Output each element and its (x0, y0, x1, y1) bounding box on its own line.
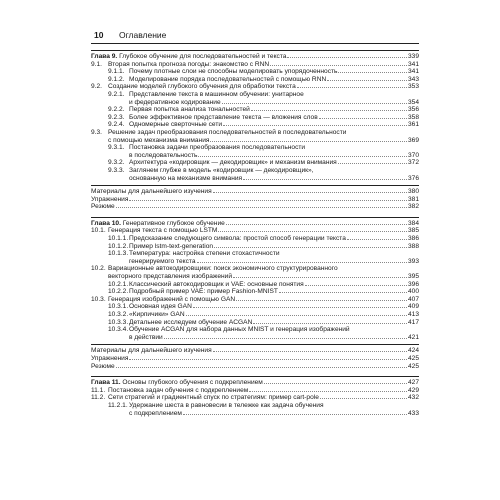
entry-title: Упражнения (91, 354, 129, 362)
dot-leader (243, 179, 407, 180)
entry-title: Архитектура «кодировщик — декодировщик» и механизм внимания (129, 159, 337, 167)
page-ref: 341 (407, 60, 419, 68)
toc-entry[interactable] (91, 196, 419, 204)
dot-leader (279, 292, 407, 293)
page-ref: 354 (407, 98, 419, 106)
dot-leader (327, 80, 407, 81)
entry-title: Резюме (91, 203, 115, 211)
dot-leader (320, 398, 407, 399)
toc-entry[interactable] (91, 296, 419, 304)
section-number: 10.3.2. (108, 311, 129, 318)
page-ref: 381 (407, 195, 419, 203)
dot-leader (223, 125, 407, 126)
entry-title: Вторая попытка прогноза погоды: знакомство с RNN (108, 60, 270, 68)
dot-leader (253, 323, 407, 324)
dot-leader (198, 156, 407, 157)
section-number: 10.1.3. (108, 250, 129, 258)
chapter-title: Основы глубокого обучения с подкреплением (122, 379, 263, 387)
page-ref: 361 (407, 121, 419, 129)
chapter-number: Глава 11. (91, 379, 121, 387)
entry-title: Создание моделей глубокого обучения для обработки текста (108, 83, 296, 91)
entry-title: Обучение ACGAN для набора данных MNIST и генерация изображений (129, 326, 350, 334)
toc-entry[interactable] (91, 129, 419, 144)
section-number: 9.2.4. (108, 121, 125, 129)
chapter-number: Глава 9. (91, 53, 118, 60)
entry-title: Предсказание следующего символа: простой способ генерации текста (129, 235, 346, 243)
dot-leader (305, 285, 407, 286)
dot-leader (214, 247, 407, 248)
entry-title: Решение задач преобразования последовательностей в последовательности (108, 128, 347, 136)
page-ref: 421 (407, 333, 419, 341)
dot-leader (297, 87, 407, 88)
entry-title: Вариационные автокодировщики: поиск экономичного структурированного (108, 265, 338, 273)
page-ref: 356 (407, 106, 419, 114)
section-number: 10.3.4. (108, 326, 129, 334)
page-ref: 413 (407, 311, 419, 318)
dot-leader (338, 163, 407, 164)
entry-title: векторного представления изображений (108, 273, 233, 281)
entry-title: Основная идея GAN (129, 303, 192, 311)
header-rule (91, 43, 419, 44)
dot-leader (129, 200, 407, 201)
chapter-rule (91, 217, 419, 218)
section-number: 9.1.1. (108, 68, 125, 76)
entry-title: Одномерные сверточные сети (129, 121, 223, 129)
page-ref: 372 (407, 159, 419, 167)
entry-title: Материалы для дальнейшего изучения (91, 347, 212, 355)
dot-leader (251, 110, 407, 111)
page-ref: 429 (407, 386, 419, 394)
chapter-rule (91, 50, 419, 51)
section-number: 10.2. (91, 265, 106, 273)
page-ref: 409 (407, 303, 419, 311)
page-ref: 370 (407, 151, 419, 159)
section-number: 9.2.3. (108, 113, 125, 121)
dot-leader (347, 239, 407, 240)
dot-leader (270, 65, 407, 66)
entry-title: основанную на механизме внимания (129, 174, 243, 182)
section-number: 10.3.1. (108, 303, 129, 311)
toc-entry[interactable] (91, 114, 419, 122)
toc-entry[interactable] (91, 235, 419, 243)
entry-title: Почему плотные слои не способны моделировать упорядоченность (129, 68, 338, 76)
section-number: 10.2.2. (108, 288, 129, 296)
toc-entry[interactable] (91, 91, 419, 106)
chapter-title: Генеративное глубокое обучение (122, 219, 225, 227)
page-ref: 407 (407, 295, 419, 303)
page-ref: 380 (407, 188, 419, 196)
section-rule (91, 185, 419, 186)
entry-title: Резюме (91, 362, 115, 370)
page-ref: 425 (407, 362, 419, 370)
toc-chapter[interactable] (91, 53, 419, 61)
section-number: 10.2.1. (108, 280, 129, 288)
page-ref: 427 (407, 379, 419, 387)
entry-title: генерируемого текста (129, 257, 196, 265)
toc-entry[interactable] (91, 363, 419, 371)
page-ref: 425 (407, 354, 419, 362)
entry-title: Пример lstm-text-generation (129, 242, 214, 250)
toc-entry[interactable] (91, 121, 419, 129)
toc-entry[interactable] (91, 402, 419, 417)
section-number: 10.3.3. (108, 318, 129, 326)
page-ref: 339 (407, 53, 419, 60)
chapter-rule (91, 376, 419, 377)
entry-title: Более эффективное представление текста — вложения слов (129, 113, 318, 121)
chapter-number: Глава 10. (91, 219, 121, 227)
page-ref: 417 (407, 318, 419, 326)
toc-entry[interactable] (91, 303, 419, 311)
toc-entry[interactable] (91, 288, 419, 296)
dot-leader (233, 277, 407, 278)
toc-chapter[interactable] (91, 379, 419, 387)
dot-leader (213, 351, 407, 352)
entry-title: Упражнения (91, 195, 129, 203)
page-ref: 343 (407, 75, 419, 83)
toc-entry[interactable] (91, 188, 419, 196)
entry-title: Представление текста в машинном обучении: унитарное (129, 90, 304, 98)
page-ref: 396 (407, 280, 419, 288)
entry-title: Подробный пример VAE: пример Fashion-MNIST (129, 288, 278, 296)
dot-leader (249, 391, 407, 392)
entry-title: с подкреплением (129, 409, 182, 417)
dot-leader (319, 118, 407, 119)
entry-title: Удержание шеста в равновесии в тележке как задача обучения (129, 401, 324, 409)
dot-leader (236, 300, 407, 301)
entry-title: Постановка задачи преобразования последовательности (129, 144, 306, 152)
dot-leader (197, 262, 407, 263)
page-ref: 376 (407, 174, 419, 182)
toc-entry[interactable] (91, 355, 419, 363)
entry-title: Первая попытка анализа тональностей (129, 106, 250, 114)
page-ref: 400 (407, 288, 419, 296)
section-number: 11.2.1. (108, 401, 128, 409)
toc-entry[interactable] (91, 311, 419, 319)
page-ref: 369 (407, 136, 419, 144)
dot-leader (222, 103, 407, 104)
entry-title: Генерация текста с помощью LSTM (108, 227, 218, 235)
section-number: 9.1. (91, 60, 102, 68)
page-ref: 341 (407, 68, 419, 76)
toc-entry[interactable] (91, 347, 419, 355)
dot-leader (264, 383, 407, 384)
section-number: 10.1.1. (108, 235, 129, 243)
entry-title: Заглянем глубже в модель «кодировщик — декодировщик», (129, 166, 314, 174)
entry-title: Сети стратегий и градиентный спуск по стратегиям: пример cart-pole (108, 394, 319, 402)
page-ref: 385 (407, 227, 419, 235)
entry-title: Температура: настройка степени стохастичности (129, 250, 280, 258)
entry-title: Детальнее исследуем обучение ACGAN (129, 318, 253, 326)
dot-leader (116, 367, 407, 368)
section-number: 9.3.3. (108, 166, 125, 174)
section-number: 9.2. (91, 83, 102, 91)
section-number: 9.1.2. (108, 75, 125, 83)
section-number: 9.3.1. (108, 144, 125, 152)
entry-title: Классический автокодировщик и VAE: основные понятия (129, 280, 304, 288)
dot-leader (210, 141, 407, 142)
dot-leader (164, 338, 407, 339)
table-of-contents (91, 47, 419, 417)
entry-title: Постановка задач обучения с подкреплением (108, 386, 249, 394)
running-title: Оглавление (119, 30, 167, 40)
entry-title: Моделирование порядка последовательностей с помощью RNN (129, 75, 327, 83)
toc-entry[interactable] (91, 167, 419, 182)
toc-entry[interactable] (91, 326, 419, 341)
page-ref: 433 (407, 409, 419, 417)
entry-title: Генерация изображений с помощью GAN (108, 295, 236, 303)
entry-title: и федеративное кодирование (129, 98, 221, 106)
entry-title: «Кирпичики» GAN (129, 311, 185, 318)
dot-leader (183, 414, 407, 415)
toc-entry[interactable] (91, 394, 419, 402)
entry-title: Материалы для дальнейшего изучения (91, 188, 212, 196)
page-ref: 393 (407, 257, 419, 265)
toc-entry[interactable] (91, 203, 419, 211)
toc-entry[interactable] (91, 250, 419, 265)
toc-entry[interactable] (91, 106, 419, 114)
section-gap (91, 370, 419, 373)
section-number: 9.2.1. (108, 90, 125, 98)
toc-entry[interactable] (91, 227, 419, 235)
page-ref: 395 (407, 273, 419, 281)
section-rule (91, 344, 419, 345)
dot-leader (193, 307, 407, 308)
page-ref: 384 (407, 219, 419, 227)
section-number: 10.1. (91, 227, 106, 235)
section-number: 9.3. (91, 128, 102, 136)
page-ref: 424 (407, 347, 419, 355)
toc-entry[interactable] (91, 265, 419, 280)
dot-leader (129, 359, 407, 360)
page-ref: 432 (407, 394, 419, 402)
page-ref: 358 (407, 113, 419, 121)
section-number: 9.2.2. (108, 106, 125, 114)
entry-title: в последовательность (129, 151, 198, 159)
section-gap (91, 211, 419, 214)
toc-entry[interactable] (91, 83, 419, 91)
dot-leader (226, 224, 407, 225)
page-ref: 353 (407, 83, 419, 91)
section-number: 10.1.2. (108, 242, 129, 250)
chapter-title: Глубокое обучение для последовательностей и текста (119, 53, 287, 60)
toc-entry[interactable] (91, 159, 419, 167)
page-ref: 386 (407, 235, 419, 243)
toc-entry[interactable] (91, 144, 419, 159)
page-header (91, 30, 421, 42)
section-number: 9.3.2. (108, 159, 125, 167)
dot-leader (213, 192, 407, 193)
page-number: 10 (94, 30, 104, 40)
section-number: 11.2. (91, 394, 106, 402)
toc-entry[interactable] (91, 68, 419, 76)
entry-title: с помощью механизма внимания (108, 136, 210, 144)
dot-leader (116, 207, 407, 208)
page-ref: 382 (407, 203, 419, 211)
page-ref: 388 (407, 242, 419, 250)
section-number: 10.3. (91, 295, 106, 303)
dot-leader (186, 315, 407, 316)
dot-leader (338, 72, 407, 73)
toc-chapter[interactable] (91, 220, 419, 228)
section-number: 11.1. (91, 386, 106, 394)
entry-title: в действии (129, 333, 163, 341)
dot-leader (218, 231, 407, 232)
dot-leader (287, 57, 407, 58)
